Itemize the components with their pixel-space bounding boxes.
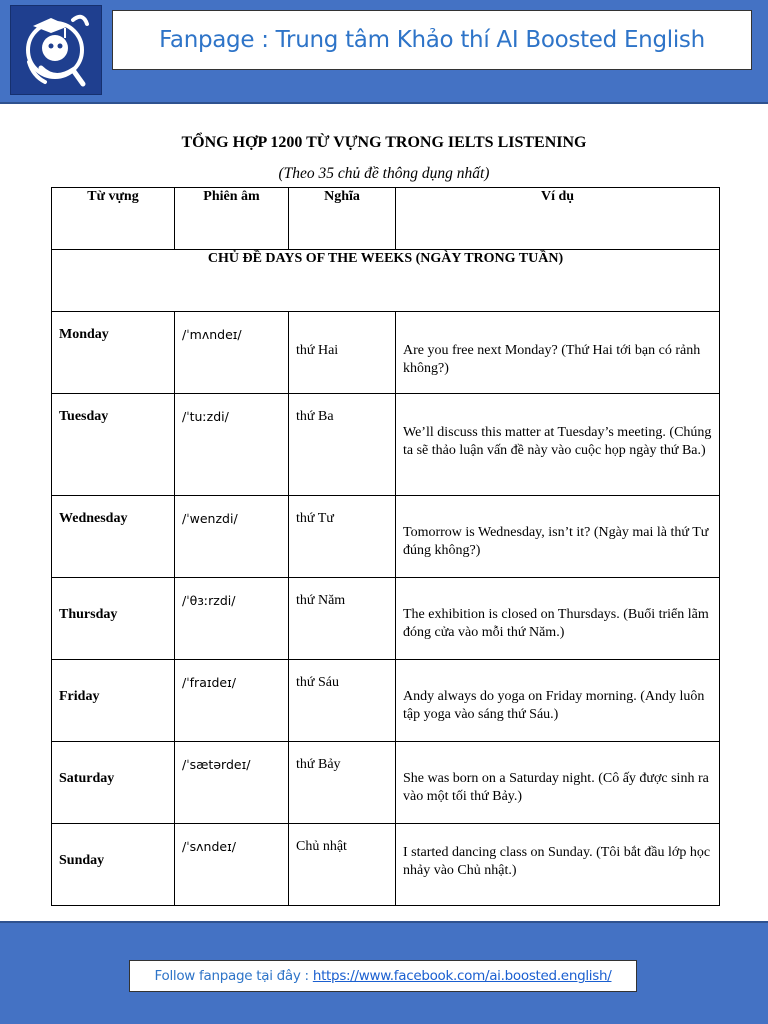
- vocabulary-table: [51, 187, 720, 906]
- word-cell: Tuesday: [52, 394, 175, 496]
- ipa-cell: /ˈsætərdeɪ/: [175, 742, 289, 824]
- header-meaning: Nghĩa: [289, 188, 396, 250]
- ipa-cell: /ˈtuːzdi/: [175, 394, 289, 496]
- word-cell: Thursday: [52, 578, 175, 660]
- word-cell: Friday: [52, 660, 175, 742]
- example-cell: I started dancing class on Sunday. (Tôi bắt đầu lớp học nhảy vào Chủ nhật.): [396, 824, 720, 906]
- ipa-cell: /ˈθɜːrzdi/: [175, 578, 289, 660]
- table-header-row: [52, 188, 720, 250]
- topic-row: [52, 250, 720, 312]
- example-cell: Tomorrow is Wednesday, isn’t it? (Ngày mai là thứ Tư đúng không?): [396, 496, 720, 578]
- word-cell: Saturday: [52, 742, 175, 824]
- facebook-link[interactable]: https://www.facebook.com/ai.boosted.english/: [312, 968, 612, 984]
- ipa-cell: /ˈsʌndeɪ/: [175, 824, 289, 906]
- follow-banner: [129, 960, 637, 992]
- example-cell: She was born on a Saturday night. (Cô ấy được sinh ra vào một tối thứ Bảy.): [396, 742, 720, 824]
- meaning-cell: thứ Ba: [289, 394, 396, 496]
- document-subtitle: (Theo 35 chủ đề thông dụng nhất): [278, 165, 490, 182]
- fanpage-title: Fanpage : Trung tâm Khảo thí AI Boosted English: [159, 27, 705, 53]
- example-cell: The exhibition is closed on Thursdays. (Buổi triển lãm đóng cửa vào mỗi thứ Năm.): [396, 578, 720, 660]
- meaning-cell: thứ Sáu: [289, 660, 396, 742]
- table-row: [52, 394, 720, 496]
- example-cell: Andy always do yoga on Friday morning. (Andy luôn tập yoga vào sáng thứ Sáu.): [396, 660, 720, 742]
- table-row: [52, 742, 720, 824]
- academic-mascot-logo-icon: [10, 5, 102, 95]
- ipa-cell: /ˈfraɪdeɪ/: [175, 660, 289, 742]
- table-row: [52, 578, 720, 660]
- follow-text: Follow fanpage tại đây :: [154, 968, 309, 984]
- footer-band: [0, 921, 768, 1024]
- meaning-cell: thứ Năm: [289, 578, 396, 660]
- table-row: [52, 660, 720, 742]
- header-vocabulary: Từ vựng: [52, 188, 175, 250]
- header-pronunciation: Phiên âm: [175, 188, 289, 250]
- document-title: TỔNG HỢP 1200 TỪ VỰNG TRONG IELTS LISTENING: [181, 134, 587, 151]
- fanpage-banner: [112, 10, 752, 70]
- table-row: [52, 312, 720, 394]
- example-cell: We’ll discuss this matter at Tuesday’s meeting. (Chúng ta sẽ thảo luận vấn đề này vào cuộc họp ngày thứ Ba.): [396, 394, 720, 496]
- meaning-cell: thứ Hai: [289, 312, 396, 394]
- meaning-cell: thứ Tư: [289, 496, 396, 578]
- ipa-cell: /ˈmʌndeɪ/: [175, 312, 289, 394]
- topic-title: CHỦ ĐỀ DAYS OF THE WEEKS (NGÀY TRONG TUẦN): [52, 250, 720, 312]
- word-cell: Sunday: [52, 824, 175, 906]
- example-cell: Are you free next Monday? (Thứ Hai tới bạn có rảnh không?): [396, 312, 720, 394]
- meaning-cell: Chủ nhật: [289, 824, 396, 906]
- word-cell: Wednesday: [52, 496, 175, 578]
- table-row: [52, 496, 720, 578]
- ipa-cell: /ˈwenzdi/: [175, 496, 289, 578]
- word-cell: Monday: [52, 312, 175, 394]
- header-example: Ví dụ: [396, 188, 720, 250]
- table-row: [52, 824, 720, 906]
- meaning-cell: thứ Bảy: [289, 742, 396, 824]
- header-band: [0, 0, 768, 104]
